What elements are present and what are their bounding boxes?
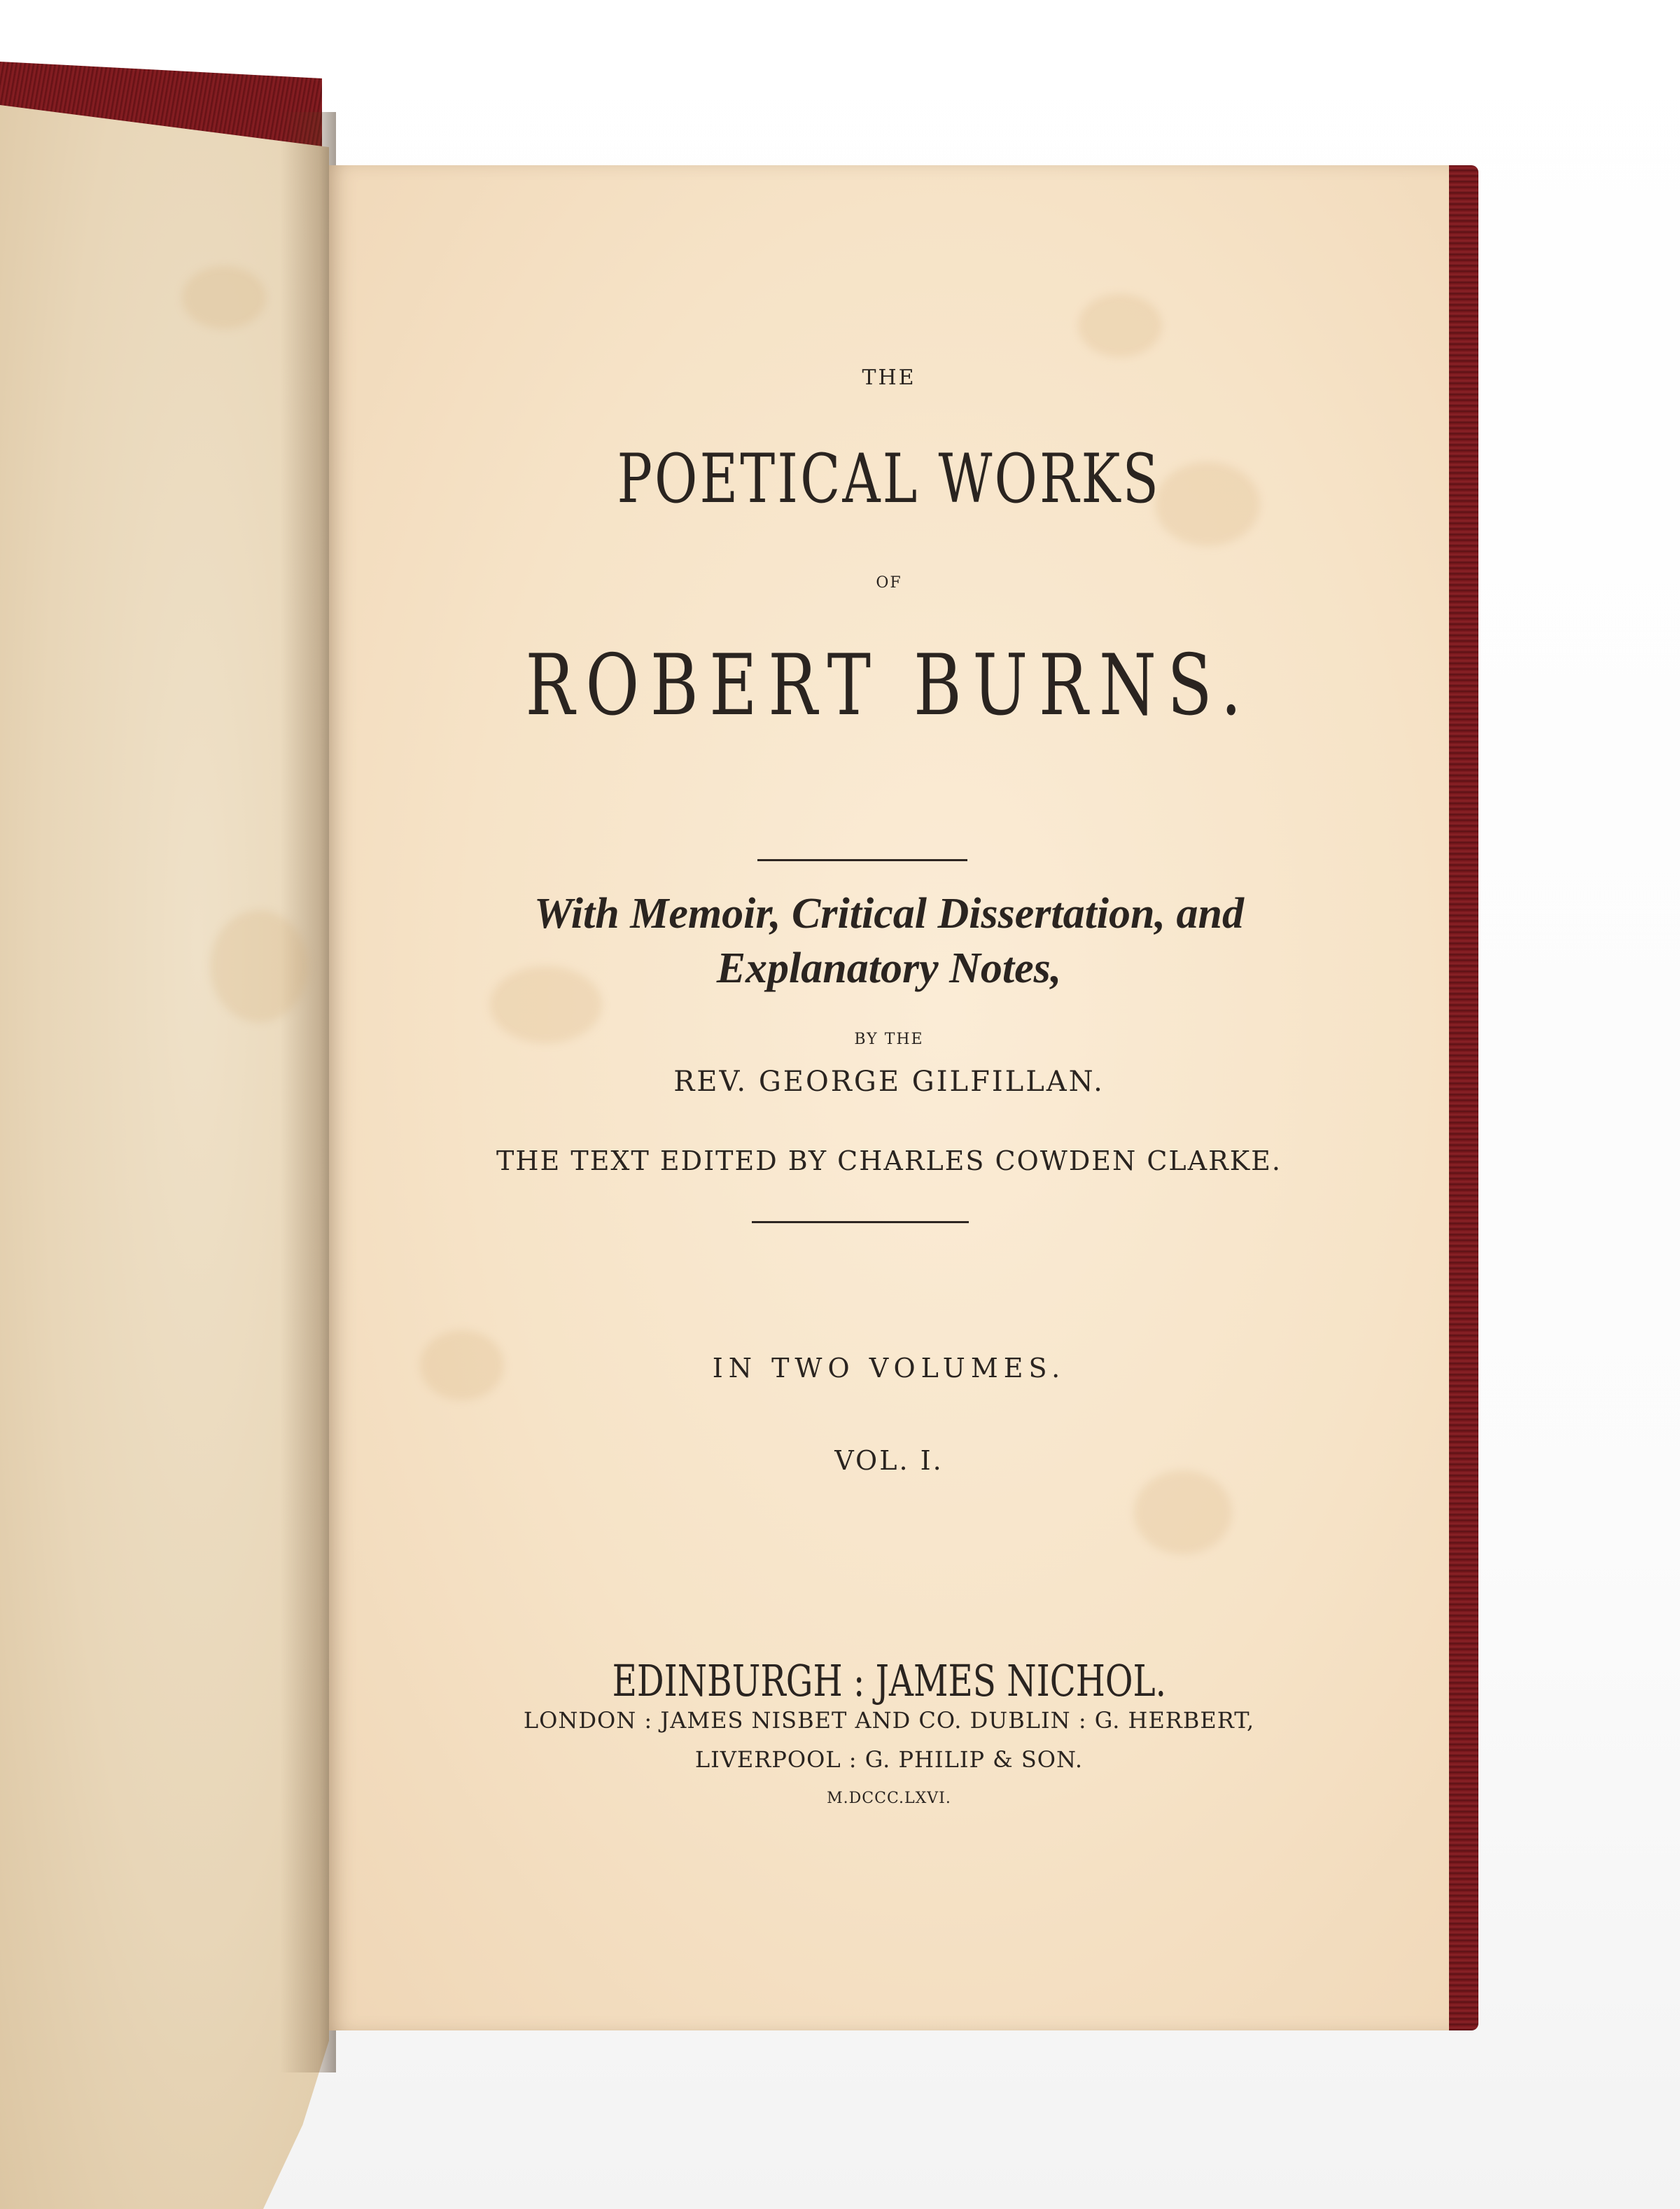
publication-year: M.DCCC.LXVI.: [827, 1790, 951, 1807]
publisher: EDINBURGH : JAMES NICHOL.: [612, 1655, 1166, 1706]
book-title: POETICAL WORKS: [617, 440, 1161, 518]
publisher-line-3: LIVERPOOL : G. PHILIP & SON.: [694, 1746, 1084, 1773]
volume-number: VOL. I.: [834, 1445, 944, 1476]
title-of: OF: [876, 574, 902, 592]
page-gutter-shadow: [280, 112, 336, 2072]
publisher-block: [329, 1655, 1449, 1706]
divider-rule: [752, 1221, 969, 1223]
foxing-spot: [1134, 1470, 1232, 1554]
author-name: ROBERT BURNS.: [525, 637, 1253, 734]
foxing-spot: [210, 910, 308, 1022]
title-the: THE: [862, 365, 916, 390]
book-cover-right-edge: [1448, 165, 1478, 2030]
divider-rule: [757, 859, 967, 861]
subtitle-line-1: With Memoir, Critical Dissertation, and: [533, 890, 1244, 938]
subtitle-line-2: Explanatory Notes,: [716, 945, 1062, 992]
volumes-note: IN TWO VOLUMES.: [712, 1353, 1066, 1384]
title-block: [329, 440, 1449, 518]
foxing-spot: [1078, 294, 1162, 357]
publisher-line-2: LONDON : JAMES NISBET AND CO. DUBLIN : G. HERBERT,: [523, 1707, 1255, 1734]
editor-name: REV. GEORGE GILFILLAN.: [673, 1066, 1105, 1098]
text-editor: THE TEXT EDITED BY CHARLES COWDEN CLARKE.: [496, 1145, 1282, 1176]
by-the: BY THE: [854, 1031, 924, 1048]
foxing-spot: [182, 266, 266, 329]
author-block: [329, 637, 1449, 734]
